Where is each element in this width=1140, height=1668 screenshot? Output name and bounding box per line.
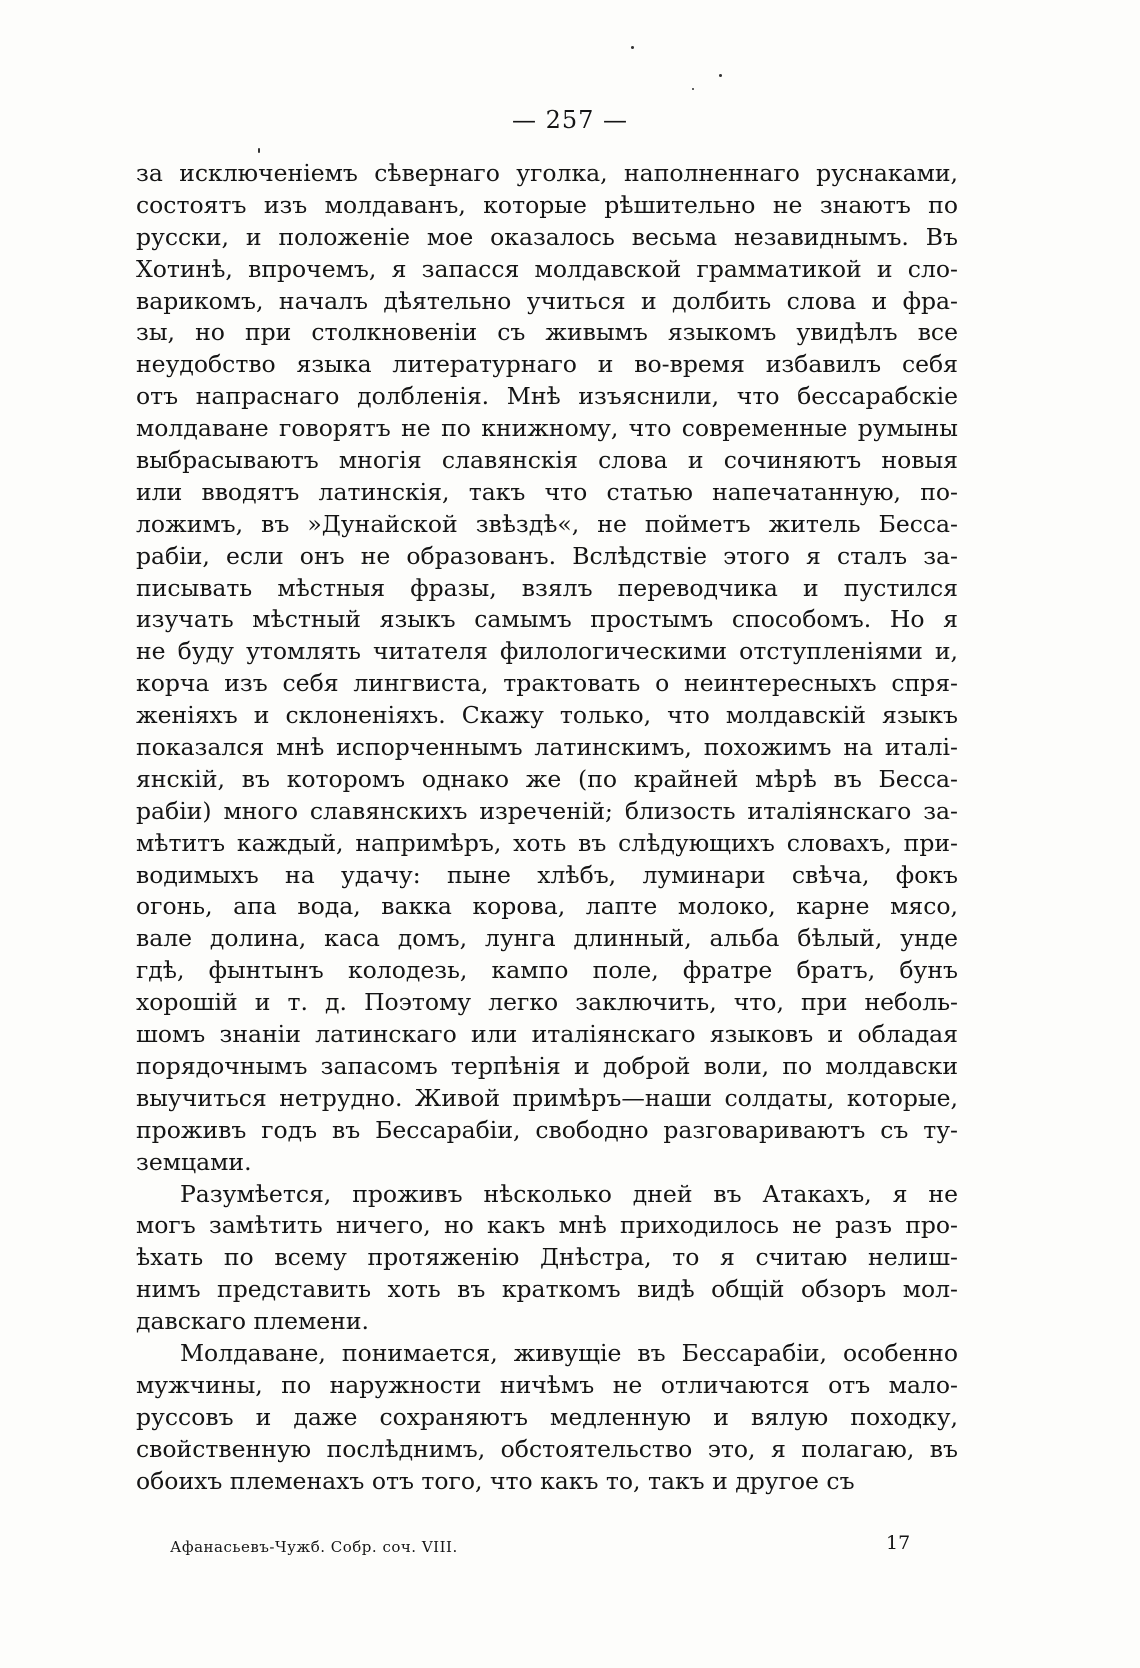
text-line: не буду утомлять читателя филологическими отступленіями и, bbox=[136, 637, 958, 666]
text-line: гдѣ, фынтынъ колодезь, кампо поле, фратре братъ, бунъ bbox=[136, 956, 958, 985]
text-line: показался мнѣ испорченнымъ латинскимъ, похожимъ на италі- bbox=[136, 733, 958, 762]
print-speck bbox=[719, 74, 722, 77]
text-line: за исключеніемъ сѣвернаго уголка, наполненнаго руснаками, bbox=[136, 159, 958, 187]
paragraph bbox=[136, 158, 958, 1179]
text-line: обоихъ племенахъ отъ того, что какъ то, такъ и другое съ bbox=[136, 1466, 855, 1495]
text-line: рабіи) много славянскихъ изреченій; близость италіянскаго за- bbox=[136, 796, 958, 825]
text-line: шомъ знаніи латинскаго или италіянскаго языковъ и обладая bbox=[136, 1020, 958, 1049]
text-line: писывать мѣстныя фразы, взялъ переводчика и пустился bbox=[136, 573, 958, 602]
text-line: неудобство языка литературнаго и во-время избавилъ себя bbox=[136, 350, 958, 379]
text-line: выбрасываютъ многія славянскія слова и сочиняютъ новыя bbox=[136, 446, 958, 475]
text-line: хорошій и т. д. Поэтому легко заключить, что, при неболь- bbox=[136, 988, 958, 1017]
text-line: молдаване говорятъ не по книжному, что современные румыны bbox=[136, 414, 958, 443]
print-speck bbox=[692, 88, 694, 90]
text-line: Хотинѣ, впрочемъ, я запасся молдавской грамматикой и сло- bbox=[136, 254, 958, 283]
text-line: корча изъ себя лингвиста, трактовать о неинтересныхъ спря- bbox=[136, 669, 958, 698]
text-line: Молдаване, понимается, живущіе въ Бессарабіи, особенно bbox=[180, 1338, 958, 1367]
text-line: водимыхъ на удачу: пыне хлѣбъ, луминари свѣча, фокъ bbox=[136, 860, 958, 889]
print-speck bbox=[258, 148, 260, 153]
paragraph bbox=[136, 1179, 958, 1338]
text-line: или вводятъ латинскія, такъ что статью напечатанную, по- bbox=[136, 477, 958, 506]
text-line: свойственную послѣднимъ, обстоятельство это, я полагаю, въ bbox=[136, 1434, 958, 1463]
text-line: ѣхать по всему протяженію Днѣстра, то я считаю нелиш- bbox=[136, 1243, 958, 1272]
text-line: изучать мѣстный языкъ самымъ простымъ способомъ. Но я bbox=[136, 605, 958, 634]
text-line: выучиться нетрудно. Живой примѣръ—наши солдаты, которые, bbox=[136, 1083, 958, 1112]
text-line: давскаго племени. bbox=[136, 1307, 369, 1336]
text-line: мужчины, по наружности ничѣмъ не отличаются отъ мало- bbox=[136, 1370, 958, 1399]
text-line: зы, но при столкновеніи съ живымъ языкомъ увидѣлъ все bbox=[136, 318, 958, 347]
footer-signature: Афанасьевъ-Чужб. Собр. соч. VIII. bbox=[170, 1538, 458, 1556]
text-line: рабіи, если онъ не образованъ. Вслѣдствіе этого я сталъ за- bbox=[136, 541, 958, 570]
body-text bbox=[136, 158, 958, 1497]
text-line: земцами. bbox=[136, 1147, 252, 1176]
text-line: русски, и положеніе мое оказалось весьма незавиднымъ. Въ bbox=[136, 222, 958, 251]
text-line: могъ замѣтить ничего, но какъ мнѣ приходилось не разъ про- bbox=[136, 1211, 958, 1240]
text-line: Разумѣется, проживъ нѣсколько дней въ Атакахъ, я не bbox=[180, 1179, 958, 1208]
text-line: ложимъ, въ »Дунайской звѣздѣ«, не пойметъ житель Бесса- bbox=[136, 509, 958, 538]
sheet-number: 17 bbox=[886, 1532, 911, 1554]
text-line: проживъ годъ въ Бессарабіи, свободно разговариваютъ съ ту- bbox=[136, 1115, 958, 1144]
text-line: отъ напраснаго долбленія. Мнѣ изъяснили, что бессарабскіе bbox=[136, 382, 958, 411]
page-number: — 257 — bbox=[511, 106, 629, 134]
text-line: варикомъ, началъ дѣятельно учиться и долбить слова и фра- bbox=[136, 286, 958, 315]
text-line: женіяхъ и склоненіяхъ. Скажу только, что молдавскій языкъ bbox=[136, 701, 958, 730]
text-line: руссовъ и даже сохраняютъ медленную и вялую походку, bbox=[136, 1402, 958, 1431]
text-line: огонь, апа вода, вакка корова, лапте молоко, карне мясо, bbox=[136, 892, 958, 921]
text-line: нимъ представить хоть въ краткомъ видѣ общій обзоръ мол- bbox=[136, 1275, 958, 1304]
text-line: состоятъ изъ молдаванъ, которые рѣшительно не знаютъ по bbox=[136, 190, 958, 219]
text-line: вале долина, каса домъ, лунга длинный, альба бѣлый, унде bbox=[136, 924, 958, 953]
paragraph bbox=[136, 1338, 958, 1497]
text-line: порядочнымъ запасомъ терпѣнія и доброй воли, по молдавски bbox=[136, 1051, 958, 1080]
text-line: мѣтитъ каждый, напримѣръ, хоть въ слѣдующихъ словахъ, при- bbox=[136, 828, 958, 857]
text-line: янскій, въ которомъ однако же (по крайней мѣрѣ въ Бесса- bbox=[136, 764, 958, 793]
print-speck bbox=[631, 46, 634, 49]
